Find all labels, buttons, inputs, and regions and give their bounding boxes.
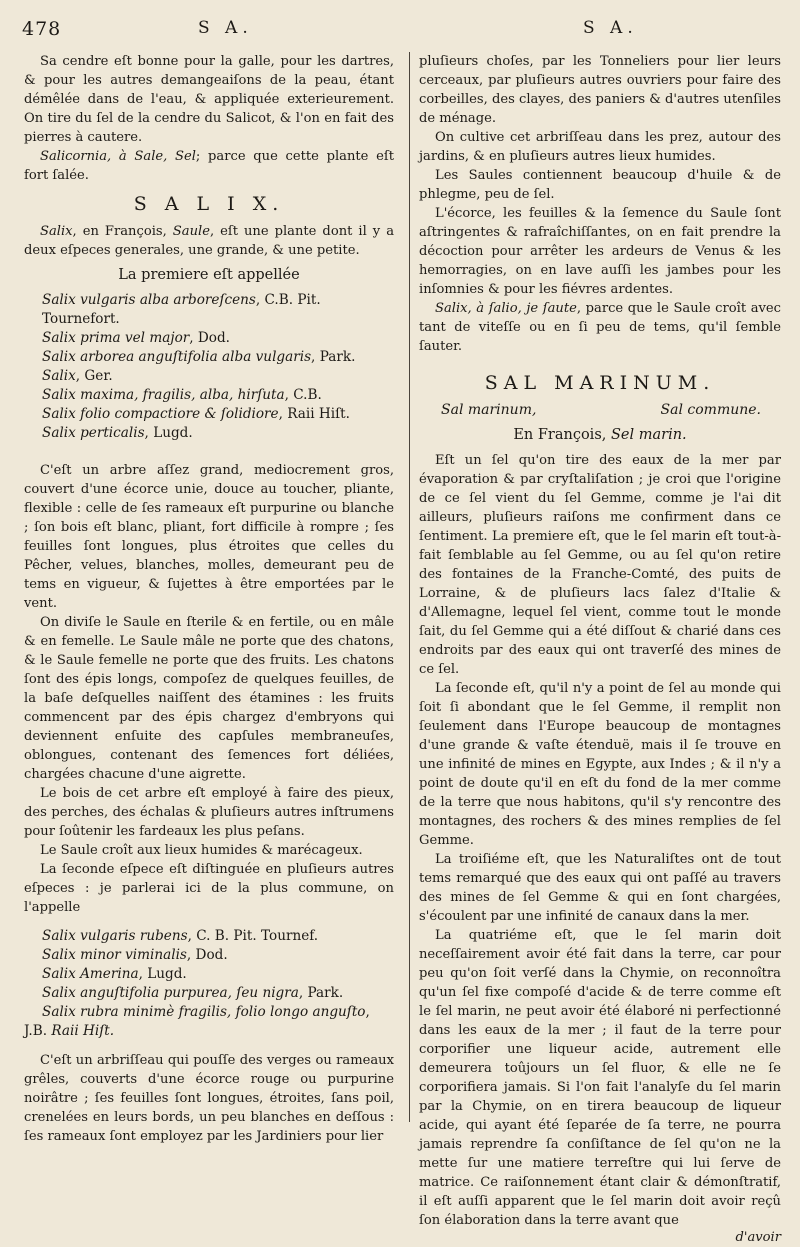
column-divider — [409, 52, 410, 1122]
etymology-text: , parce que le Saule croît avec tant de viteſſe ou en ſi peu de tems, qu'il ſemble ſauter. — [419, 301, 781, 354]
synonym-item — [42, 291, 394, 329]
paragraph-ash: Sa cendre eſt bonne pour la galle, pour les dartres, & pour les autres demangeaiſons de la peau, étant démêlée dans de l'eau, & appliquée exterieurement. On tire du ſel de la cendre du Salicot, & l'on en fait des pierres à cautere. — [24, 54, 394, 145]
synonym-name: Salix Amerina — [42, 966, 139, 982]
right-column — [419, 52, 781, 1247]
sal-marinum-synonyms — [441, 401, 761, 420]
synonym-item — [42, 984, 394, 1003]
synonym-item — [42, 424, 394, 443]
text-fragment: , en François, — [72, 224, 173, 239]
text-fragment: En François, — [513, 427, 611, 443]
synonym-item — [42, 965, 394, 984]
paragraph-continuation: pluſieurs choſes, par les Tonneliers pour lier leurs cerceaux, par pluſieurs autres ouvriers pour faire des corbeilles, des clayes, des paniers & d'autres utenſiles de ménage. — [419, 54, 781, 126]
synonym-item — [42, 1003, 394, 1022]
latin-term: Salix — [40, 224, 73, 239]
paragraph-habitat: Le Saule croît aux lieux humides & marécageux. — [40, 843, 363, 858]
entry-heading-salix: S A L I X. — [133, 193, 285, 215]
paragraph-fourth-reason: La quatriéme eſt, que le ſel marin doit neceſſairement avoir été fait dans la terre, car pour peu qu'on ſoit verſé dans la Chymie, on reconnoîtra qu'un ſel fixe compoſé d'acide & de terre comme eſt le ſel marin, ne peut avoir été élaboré ni perfectionné dans les eaux de la mer ; il faut de la terre pour corporifier une liqueur acide, autrement elle demeurera toûjours un ſel fluor, & elle ne ſe corporifiera jamais. Si l'on fait l'analyſe du ſel marin par la Chymie, on en tirera beaucoup de liqueur acide, qui ayant été ſeparée de ſa terre, ne pourra jamais reprendre ſa conſiſtance de ſel qu'on ne la mette ſur une matiere terreſtre qui lui ſerve de matrice. Ce raiſonnement étant clair & démonſtratif, il eſt auſſi apparent que le ſel marin doit avoir reçû ſon élaboration dans la terre avant que — [419, 928, 781, 1228]
synonym-authority: , Park. — [311, 349, 356, 365]
right-running-title: S A. — [583, 18, 638, 38]
subheading-first-species: La premiere eſt appellée — [118, 267, 300, 283]
paragraph-description: C'eſt un arbre aſſez grand, mediocrement gros, couvert d'une écorce unie, douce au toucher, pliante, flexible : celle de ſes rameaux eſt purpurine ou blanche ; ſon bois eſt blanc, pliant, fort difficile à rompre ; ſes feuilles ſont longues, plus étroites que celles du Pêcher, velues, blanches, molles, demeurant peu de tems en vigueur, & ſujettes à être emportées par le vent. — [24, 463, 394, 611]
paragraph-shrub: C'eſt un arbriſſeau qui pouſſe des verges ou rameaux grêles, couverts d'une écorce rouge ou purpurine noirâtre ; ſes feuilles ſont longues, étroites, ſans poil, crenelées en leurs bords, un peu blanches en deſſous : ſes rameaux ſont employez par les Jardiniers pour lier — [24, 1053, 394, 1144]
page-number: 478 — [22, 18, 62, 40]
synonym-authority: , Lugd. — [144, 425, 193, 441]
paragraph-oil: Les Saules contiennent beaucoup d'huile & de phlegme, peu de ſel. — [419, 168, 781, 202]
synonym-name: Salix minor viminalis — [42, 947, 187, 963]
entry-heading-sal-marinum: SAL MARINUM. — [484, 372, 716, 394]
synonym-item — [42, 367, 394, 386]
paragraph-sterile-fertile: On diviſe le Saule en ſterile & en fertile, ou en mâle & en femelle. Le Saule mâle ne porte que des chatons, & le Saule femelle ne porte que des fruits. Les chatons ſont des épis longs, compoſez de quelques feuilles, de la baſe deſquelles naiſſent des étamines : les fruits commencent par des épis chargez d'embryons qui deviennent enſuite des capſules membraneuſes, oblongues, contenant des ſemences fort déliées, chargées chacune d'une aigrette. — [24, 615, 394, 782]
subheading-french-name — [419, 426, 781, 445]
synonym-authority: , C. B. Pit. Tournef. — [187, 928, 319, 944]
synonym-name: Sal marinum, — [441, 402, 537, 418]
synonym-name: Salix maxima, fragilis, alba, hirſuta — [42, 387, 285, 403]
paragraph-third-reason: La troiſiéme eſt, que les Naturaliſtes ont de tout tems remarqué que des eaux qui ont paſſé au travers des mines de ſel Gemme & qui en ſont chargées, s'écoulent par une infinité de canaux dans la mer. — [419, 852, 781, 924]
left-running-title: S A. — [198, 18, 253, 38]
synonym-name: Salix vulgaris alba arboreſcens — [42, 292, 256, 308]
synonym-name: Sal commune. — [660, 402, 761, 418]
paragraph-salix-etymology — [419, 299, 781, 356]
etymology-term: Salix, à ſalio, je ſaute — [435, 301, 577, 316]
synonym-authority: , Dod. — [186, 947, 228, 963]
synonym-list-2 — [42, 927, 394, 1022]
synonym-authority: , Ger. — [75, 368, 113, 384]
left-column — [24, 52, 394, 1146]
synonym-item — [42, 348, 394, 367]
synonym-authority: , C.B. — [284, 387, 322, 403]
synonym-item — [42, 946, 394, 965]
synonym-list-1 — [42, 291, 394, 443]
synonym-name: Salix — [42, 368, 76, 384]
synonym-authority: , Park. — [298, 985, 344, 1001]
synonym-authority: , Dod. — [189, 330, 230, 346]
synonym-name: Salix arborea anguſtifolia alba vulgaris — [42, 349, 312, 365]
text-fragment: , eſt une plante dont il y a deux eſpeces generales, une grande, & une petite. — [24, 224, 394, 258]
synonym-authority: , Raii Hiſt. — [278, 406, 350, 422]
synonym-authority: , — [365, 1004, 370, 1020]
synonym-name: Salix perticalis — [42, 425, 145, 441]
synonym-authority: Raii Hiſt. — [51, 1023, 115, 1039]
catchword: d'avoir — [735, 1230, 781, 1245]
synonym-name: Salix vulgaris rubens — [42, 928, 188, 944]
paragraph-bark-uses: L'écorce, les feuilles & la ſemence du Saule ſont aſtringentes & rafraîchiſſantes, on en fait prendre la décoction pour arrêter les ardeurs de Venus & les hemorragies, on en lave auſſi les jambes pour les inſomnies & pour les fiévres ardentes. — [419, 206, 781, 297]
synonym-tail — [24, 1022, 394, 1041]
etymology-term: Salicornia, à Sale, Sel — [40, 149, 196, 164]
synonym-authority: , Lugd. — [138, 966, 187, 982]
paragraph-salicornia — [24, 147, 394, 185]
synonym-name: Salix rubra minimè fragilis, folio longo anguſto — [42, 1004, 366, 1020]
running-header — [0, 18, 800, 48]
synonym-name: Salix prima vel major — [42, 330, 190, 346]
synonym-name: Salix anguſtifolia purpurea, ſeu nigra — [42, 985, 299, 1001]
paragraph-wood-uses: Le bois de cet arbre eſt employé à faire des pieux, des perches, des échalas & pluſieurs autres inſtrumens pour ſoûtenir les fardeaux les plus peſans. — [24, 786, 394, 839]
synonym-item — [42, 329, 394, 348]
french-term: Sel marin. — [610, 427, 687, 443]
synonym-item — [42, 386, 394, 405]
synonym-authority: , C.B. Pit. Tournefort. — [42, 292, 321, 327]
synonym-name: Salix folio compactiore & ſolidiore — [42, 406, 279, 422]
paragraph-second-species: La ſeconde eſpece eſt diſtinguée en pluſieurs autres eſpeces : je parlerai ici de la plus commune, on l'appelle — [24, 862, 394, 915]
paragraph-cultivation: On cultive cet arbriſſeau dans les prez, autour des jardins, & en pluſieurs autres lieux humides. — [419, 130, 781, 164]
etymology-text: ; parce que cette plante eſt fort ſalée. — [24, 149, 394, 183]
paragraph-sel-origin: Eſt un ſel qu'on tire des eaux de la mer par évaporation & par cryſtaliſation ; je croi que l'origine de ce ſel vient du ſel Gemme, comme je l'ai dit ailleurs, pluſieurs raiſons me confirment dans ce ſentiment. La premiere eſt, que le ſel marin eſt tout-à-fait ſemblable au ſel Gemme, ou au ſel qu'on retire des fontaines de la Franche-Comté, des puits de Lorraine, & de pluſieurs lacs ſalez d'Italie & d'Allemagne, lequel ſel vient, comme tout le monde ſait, du ſel Gemme qui a été diſſout & charié dans ces endroits par des eaux qui ont traverſé des mines de ce ſel. — [419, 453, 781, 677]
paragraph-salix-intro — [24, 222, 394, 260]
synonym-item — [42, 927, 394, 946]
synonym-authority: J.B. — [24, 1023, 52, 1039]
synonym-item — [42, 405, 394, 424]
paragraph-second-reason: La ſeconde eſt, qu'il n'y a point de ſel au monde qui ſoit ſi abondant que le ſel Gemme, il remplit non ſeulement dans l'Europe beaucoup de montagnes d'une grande & vaſte étenduë, mais il ſe trouve en une infinité de mines en Egypte, aux Indes ; & il n'y a point de doute qu'il en eſt du fond de la mer comme de la terre que nous habitons, qu'il s'y rencontre des montagnes, des rochers & des mines remplies de ſel Gemme. — [419, 681, 781, 848]
french-term: Saule — [172, 224, 210, 239]
